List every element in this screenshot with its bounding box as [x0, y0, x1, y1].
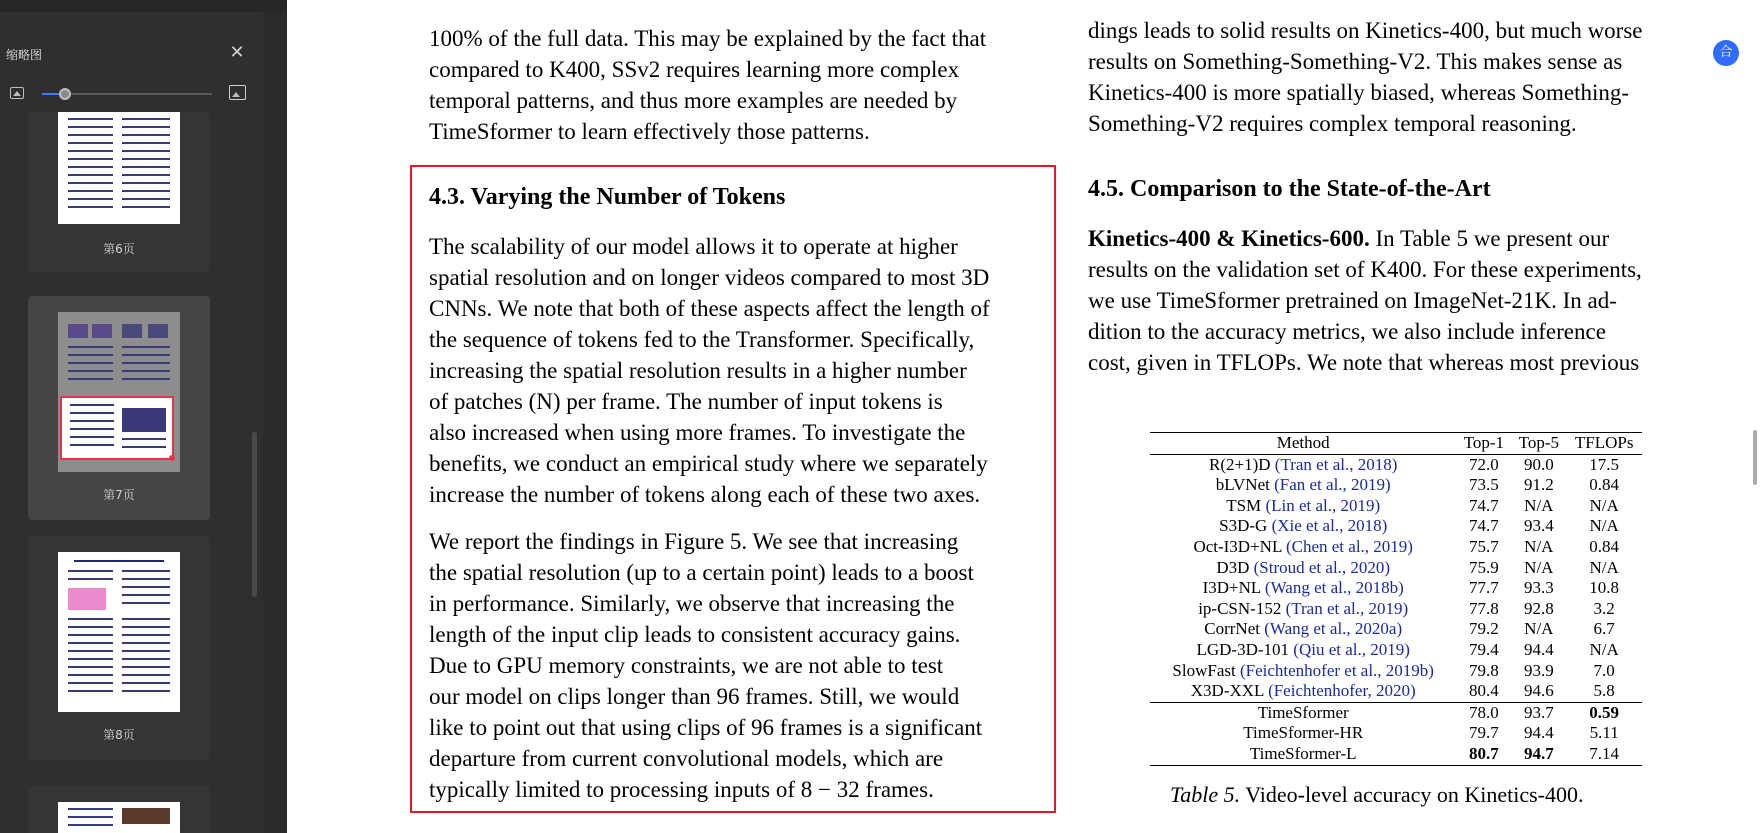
table-caption	[1170, 782, 1584, 808]
text-line: we use TimeSformer pretrained on ImageNet-21K. In ad-	[1088, 288, 1617, 313]
text-line: dings leads to solid results on Kinetics-400, but much worse	[1088, 18, 1643, 43]
citation-link[interactable]: (Lin et al., 2019)	[1265, 495, 1381, 515]
text-line: the sequence of tokens fed to the Transformer. Specifically,	[429, 327, 975, 352]
table-row-ours: TimeSformer-HR 79.7 94.4 5.11	[1243, 723, 1619, 743]
text-line: benefits, we conduct an empirical study where we separately	[429, 451, 988, 476]
zoom-in-image-icon[interactable]	[229, 85, 246, 100]
citation-link[interactable]: (Feichtenhofer, 2020)	[1268, 681, 1416, 701]
text-line: Due to GPU memory constraints, we are not able to test	[429, 653, 944, 678]
text-line: departure from current convolutional models, which are	[429, 746, 944, 771]
text-line: Kinetics-400 is more spatially biased, whereas Something-	[1088, 80, 1630, 105]
table-header-method: Method	[1276, 433, 1330, 452]
thumbnail-page-6[interactable]	[28, 112, 210, 272]
table-row-ours: TimeSformer 78.0 93.7 0.59	[1150, 702, 1642, 723]
table-row: I3D+NL (Wang et al., 2018b) 77.7 93.3 10.8	[1202, 578, 1620, 598]
citation-link[interactable]: (Feichtenhofer et al., 2019b)	[1239, 660, 1434, 680]
paragraph-tokens-2	[429, 526, 1045, 805]
text-line: increase the number of tokens along each of these two axes.	[429, 482, 981, 507]
citation-link[interactable]: (Fan et al., 2019)	[1274, 475, 1391, 495]
text-line: TimeSformer to learn effectively those patterns.	[429, 119, 870, 144]
run-in-heading: Kinetics-400 & Kinetics-600.	[1088, 226, 1370, 251]
citation-link[interactable]: (Tran et al., 2019)	[1285, 598, 1409, 618]
text-line: compared to K400, SSv2 requires learning more complex	[429, 57, 960, 82]
thumbnail-page-8[interactable]	[28, 536, 210, 760]
page-preview	[58, 552, 180, 712]
text-line: in performance. Similarly, we observe that increasing the	[429, 591, 955, 616]
table-row: S3D-G (Xie et al., 2018) 74.7 93.4 N/A	[1219, 516, 1619, 536]
thumbnail-label: 第7页	[103, 488, 135, 502]
results-table	[1150, 432, 1642, 766]
table-row: bLVNet (Fan et al., 2019) 73.5 91.2 0.84	[1215, 475, 1620, 495]
sidebar-title: 缩略图	[6, 48, 43, 62]
citation-link[interactable]: (Qiu et al., 2019)	[1293, 639, 1410, 659]
table-header-top1: Top-1	[1463, 433, 1505, 452]
text-line: We report the findings in Figure 5. We see that increasing	[429, 529, 959, 554]
table-row: R(2+1)D (Tran et al., 2018) 72.0 90.0 17.5	[1150, 454, 1642, 475]
text-line: length of the input clip leads to consistent accuracy gains.	[429, 622, 961, 647]
table-row: Oct-I3D+NL (Chen et al., 2019) 75.7 N/A 0.84	[1193, 536, 1620, 556]
table-header-top5: Top-5	[1518, 433, 1559, 452]
table-row: CorrNet (Wang et al., 2020a) 79.2 N/A 6.7	[1204, 619, 1615, 639]
thumbnail-label: 第8页	[103, 728, 135, 742]
caption-text: Video-level accuracy on Kinetics-400.	[1240, 782, 1584, 807]
citation-link[interactable]: (Stroud et al., 2020)	[1253, 557, 1391, 577]
floating-assistant-button[interactable]: 合	[1713, 40, 1739, 66]
thumbnail-label: 第6页	[103, 242, 135, 256]
document-page	[287, 0, 1761, 833]
text-run: In Table 5 we present our	[1369, 226, 1610, 251]
section-heading-4-3: 4.3. Varying the Number of Tokens	[429, 184, 786, 210]
text-line: typically limited to processing inputs of 8 − 32 frames.	[429, 777, 934, 802]
citation-link[interactable]: (Xie et al., 2018)	[1271, 516, 1388, 536]
text-line: The scalability of our model allows it to operate at higher	[429, 234, 958, 259]
citation-link[interactable]: (Wang et al., 2020a)	[1264, 619, 1403, 639]
current-view-indicator[interactable]	[60, 396, 174, 460]
thumbnail-page-9[interactable]	[28, 786, 210, 833]
text-line	[1088, 223, 1704, 254]
text-line: temporal patterns, and thus more examples are needed by	[429, 88, 958, 113]
citation-link[interactable]: (Chen et al., 2019)	[1285, 536, 1413, 556]
table-row: X3D-XXL (Feichtenhofer, 2020) 80.4 94.6 5.8	[1190, 681, 1615, 701]
table-row: LGD-3D-101 (Qiu et al., 2019) 79.4 94.4 N/A	[1196, 639, 1619, 659]
close-icon[interactable]: ✕	[229, 42, 245, 62]
text-line: results on the validation set of K400. For these experiments,	[1088, 257, 1642, 282]
text-line: 100% of the full data. This may be explained by the fact that	[429, 26, 987, 51]
text-line: our model on clips longer than 96 frames. Still, we would	[429, 684, 960, 709]
table-row: ip-CSN-152 (Tran et al., 2019) 77.8 92.8 3.2	[1198, 598, 1615, 618]
thumbnail-sidebar	[0, 12, 263, 833]
text-line: results on Something-Something-V2. This makes sense as	[1088, 49, 1623, 74]
text-line: like to point out that using clips of 96 frames is a significant	[429, 715, 983, 740]
citation-link[interactable]: (Tran et al., 2018)	[1274, 454, 1398, 474]
thumbnail-page-7[interactable]	[28, 296, 210, 520]
text-line: dition to the accuracy metrics, we also include inference	[1088, 319, 1606, 344]
caption-label: Table 5.	[1170, 782, 1241, 807]
right-column-top	[1088, 15, 1704, 139]
text-line: the spatial resolution (up to a certain point) leads to a boost	[429, 560, 974, 585]
sidebar-scrollbar[interactable]	[252, 432, 257, 597]
document-scrollbar[interactable]	[1753, 430, 1757, 485]
text-line: cost, given in TFLOPs. We note that whereas most previous	[1088, 350, 1640, 375]
table-row: TSM (Lin et al., 2019) 74.7 N/A N/A	[1226, 495, 1619, 515]
page-preview	[58, 802, 180, 833]
zoom-out-image-icon[interactable]	[10, 87, 24, 99]
text-line: CNNs. We note that both of these aspects affect the length of	[429, 296, 990, 321]
text-line: also increased when using more frames. To investigate the	[429, 420, 966, 445]
page-preview	[58, 112, 180, 224]
section-heading-4-5: 4.5. Comparison to the State-of-the-Art	[1088, 176, 1491, 202]
slider-handle[interactable]	[59, 88, 71, 100]
left-column-top	[429, 23, 1045, 147]
citation-link[interactable]: (Wang et al., 2018b)	[1264, 578, 1404, 598]
paragraph-kinetics	[1088, 223, 1704, 378]
paragraph-tokens-1	[429, 231, 1045, 510]
text-line: Something-V2 requires complex temporal reasoning.	[1088, 111, 1577, 136]
page-preview	[58, 312, 180, 472]
table-row: D3D (Stroud et al., 2020) 75.9 N/A N/A	[1216, 557, 1619, 577]
table-row-ours: TimeSformer-L 80.7 94.7 7.14	[1150, 744, 1642, 765]
table-row: SlowFast (Feichtenhofer et al., 2019b) 79.8 93.9 7.0	[1172, 660, 1615, 680]
text-line: increasing the spatial resolution results in a higher number	[429, 358, 967, 383]
text-line: spatial resolution and on longer videos compared to most 3D	[429, 265, 990, 290]
table-header-tflops: TFLOPs	[1574, 433, 1634, 452]
text-line: of patches (N) per frame. The number of input tokens is	[429, 389, 943, 414]
